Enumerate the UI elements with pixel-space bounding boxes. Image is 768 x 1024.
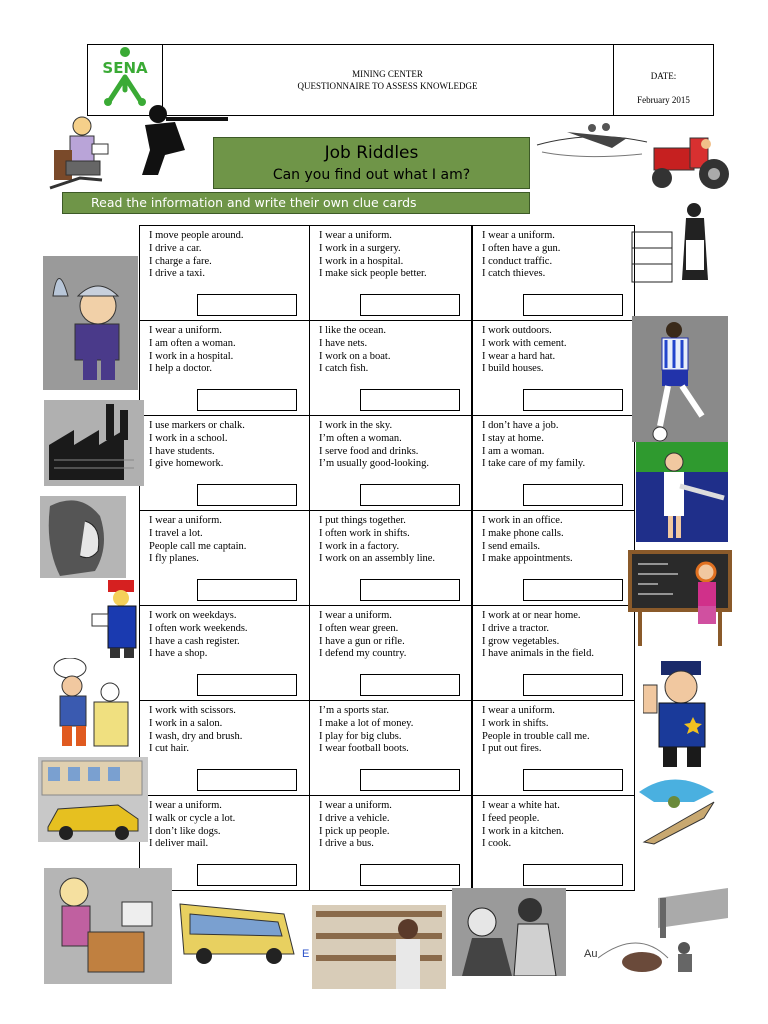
nurse-syringe-illustration: [636, 442, 728, 542]
riddle-clue: I’m a sports star.: [319, 705, 389, 716]
center-name: MINING CENTER: [352, 69, 423, 79]
riddle-clue: I work on an assembly line.: [319, 553, 436, 565]
date-block: [614, 45, 713, 115]
fishermen-boat-sketch: [532, 110, 652, 165]
footer-text-fragment-right: Au: [584, 948, 598, 960]
answer-box[interactable]: [360, 579, 460, 601]
answer-box[interactable]: [360, 389, 460, 411]
riddle-clue: I serve food and drinks.: [319, 445, 419, 457]
riddle-card: [139, 415, 310, 511]
page-subtitle: Can you find out what I am?: [272, 167, 471, 183]
riddle-clue: I like the ocean.: [319, 325, 387, 336]
answer-box[interactable]: [197, 769, 297, 791]
riddle-clue: I often have a gun.: [482, 242, 561, 254]
riddle-card: [309, 700, 472, 796]
riddle-clue: I work in the sky.: [319, 420, 393, 431]
riddle-card: [472, 415, 635, 511]
soldier-silhouette: [130, 100, 230, 180]
soccer-player-photo: [632, 316, 728, 442]
riddle-clue: I wear a hard hat.: [482, 350, 556, 362]
riddle-clue: I am often a woman.: [149, 337, 236, 349]
answer-box[interactable]: [523, 864, 623, 886]
riddle-clue: I cut hair.: [149, 743, 189, 755]
riddle-card: [139, 700, 310, 796]
answer-box[interactable]: [360, 864, 460, 886]
riddle-card: [472, 700, 635, 796]
answer-box[interactable]: [197, 294, 297, 316]
riddle-clue: I make sick people better.: [319, 268, 427, 280]
riddle-clue: I have a shop.: [149, 648, 208, 660]
answer-box[interactable]: [197, 389, 297, 411]
riddle-card: [309, 225, 472, 321]
answer-box[interactable]: [197, 579, 297, 601]
tractor-illustration: [644, 130, 734, 195]
riddle-clue: I work in a salon.: [149, 717, 223, 729]
riddle-clue: I work with scissors.: [149, 705, 236, 716]
riddle-clue: I work outdoors.: [482, 325, 552, 336]
riddle-clue: I make appointments.: [482, 553, 573, 565]
answer-box[interactable]: [197, 674, 297, 696]
shopkeeper-photo: [312, 905, 446, 989]
riddle-card: [309, 795, 472, 891]
bus-illustration: [174, 894, 300, 966]
riddle-clue: I take care of my family.: [482, 458, 586, 470]
police-officer-cartoon: [643, 655, 723, 769]
riddle-clue: I wear a uniform.: [149, 515, 222, 526]
riddle-clue: I send emails.: [482, 540, 541, 552]
riddle-clue: I cook.: [482, 838, 512, 850]
answer-box[interactable]: [523, 769, 623, 791]
answer-box[interactable]: [523, 389, 623, 411]
riddle-clue: I give homework.: [149, 458, 224, 470]
office-secretary-cartoon: [44, 868, 172, 984]
riddle-clue: I drive a taxi.: [149, 268, 205, 280]
answer-box[interactable]: [360, 769, 460, 791]
riddle-clue: I drive a tractor.: [482, 622, 550, 634]
riddle-clue: I’m usually good-looking.: [319, 458, 429, 470]
riddle-clue: I wear a uniform.: [319, 230, 392, 241]
riddle-card: [139, 605, 310, 701]
title-banner: [213, 137, 530, 189]
riddle-clue: I wear a white hat.: [482, 800, 560, 811]
riddle-clue: I make a lot of money.: [319, 717, 414, 729]
riddle-clue: I wash, dry and brush.: [149, 730, 243, 742]
riddle-clue: I help a doctor.: [149, 363, 212, 375]
riddle-clue: I defend my country.: [319, 648, 407, 660]
riddle-card: [472, 795, 635, 891]
answer-box[interactable]: [360, 484, 460, 506]
riddle-clue: I work in a surgery.: [319, 242, 401, 254]
riddle-clue: I move people around.: [149, 230, 244, 241]
housewife-cart-illustration: [628, 200, 723, 292]
riddle-clue: I catch thieves.: [482, 268, 546, 280]
riddle-clue: I work with cement.: [482, 337, 567, 349]
riddle-clue: I wear a uniform.: [319, 800, 392, 811]
riddle-clue: I am a woman.: [482, 445, 545, 457]
riddle-clue: I wear a uniform.: [482, 705, 555, 716]
instruction-banner: Read the information and write their own clue cards: [62, 192, 530, 214]
riddle-clue: I work in an office.: [482, 515, 563, 526]
riddle-clue: I’m often a woman.: [319, 432, 402, 444]
riddle-card: [139, 225, 310, 321]
riddle-clue: I catch fish.: [319, 363, 369, 375]
riddle-clue: I don’t have a job.: [482, 420, 559, 431]
riddle-clue: I work in a hospital.: [319, 255, 404, 267]
riddle-card: [309, 605, 472, 701]
riddle-clue: I wear a uniform.: [149, 800, 222, 811]
riddle-clue: People call me captain.: [149, 540, 247, 552]
riddle-clue: I have animals in the field.: [482, 648, 594, 660]
riddle-clue: I deliver mail.: [149, 838, 209, 850]
riddle-clue: I don’t like dogs.: [149, 825, 221, 837]
taxi-street-illustration: [38, 757, 148, 842]
riddle-clue: I charge a fare.: [149, 255, 212, 267]
chef-cartoon: [50, 658, 134, 750]
riddle-card: [309, 320, 472, 416]
answer-box[interactable]: [197, 864, 297, 886]
riddle-clue: I conduct traffic.: [482, 255, 553, 267]
riddle-clue: I wear football boots.: [319, 743, 409, 755]
riddle-clue: I walk or cycle a lot.: [149, 812, 236, 824]
page-title: Job Riddles: [324, 143, 419, 163]
riddle-clue: I have a cash register.: [149, 635, 240, 647]
riddle-clue: I grow vegetables.: [482, 635, 560, 647]
riddle-clue: I put out fires.: [482, 743, 542, 755]
riddle-card: [472, 225, 635, 321]
student-reading-illustration: [40, 108, 120, 203]
riddle-card: [472, 320, 635, 416]
riddle-clue: I feed people.: [482, 812, 540, 824]
riddle-card: [472, 510, 635, 606]
riddle-clue: I work in a school.: [149, 432, 228, 444]
teacher-chalkboard-illustration: [628, 548, 732, 648]
answer-box[interactable]: [523, 294, 623, 316]
riddle-clue: I wear a uniform.: [149, 325, 222, 336]
answer-box[interactable]: [523, 674, 623, 696]
riddle-clue: I use markers or chalk.: [149, 420, 245, 431]
riddle-clue: I put things together.: [319, 515, 406, 526]
riddle-clue: I make phone calls.: [482, 527, 564, 539]
answer-box[interactable]: [523, 579, 623, 601]
construction-workers-illustration: [598, 888, 730, 978]
factory-woodcut: [44, 400, 144, 486]
logo-text: SENA: [102, 59, 148, 77]
firefighter-cartoon: [43, 256, 138, 390]
riddle-clue: I work at or near home.: [482, 610, 581, 621]
riddle-clue: I work in shifts.: [482, 717, 549, 729]
riddle-clue: I travel a lot.: [149, 527, 203, 539]
riddle-card: [309, 415, 472, 511]
riddle-clue: I work in a kitchen.: [482, 825, 564, 837]
date-label: DATE:: [650, 71, 677, 81]
riddle-clue: I pick up people.: [319, 825, 390, 837]
riddle-card: [472, 605, 635, 701]
riddle-clue: People in trouble call me.: [482, 730, 590, 742]
footer-link-fragment-left[interactable]: E: [302, 948, 310, 960]
woman-face-sketch: [40, 496, 126, 578]
riddle-clue: I have nets.: [319, 337, 368, 349]
answer-box[interactable]: [197, 484, 297, 506]
riddle-clue: I fly planes.: [149, 553, 199, 565]
riddle-clue: I wear a uniform.: [319, 610, 392, 621]
riddle-clue: I work in a hospital.: [149, 350, 234, 362]
riddle-clue: I often work weekends.: [149, 622, 248, 634]
doctor-patient-sketch: [452, 888, 566, 976]
answer-box[interactable]: [360, 294, 460, 316]
riddle-clue: I have a gun or rifle.: [319, 635, 405, 647]
riddle-clue: I often wear green.: [319, 622, 399, 634]
riddle-clue: I often work in shifts.: [319, 527, 410, 539]
riddle-clue: I drive a bus.: [319, 838, 374, 850]
answer-box[interactable]: [360, 674, 460, 696]
answer-box[interactable]: [523, 484, 623, 506]
riddle-clue: I work on weekdays.: [149, 610, 237, 621]
riddle-clue: I work in a factory.: [319, 540, 400, 552]
riddle-clue: I stay at home.: [482, 432, 544, 444]
riddle-clue: I wear a uniform.: [482, 230, 555, 241]
postman-cartoon: [90, 574, 146, 660]
riddle-card: [139, 510, 310, 606]
riddle-clue: I drive a vehicle.: [319, 812, 390, 824]
date-value: February 2015: [637, 95, 690, 105]
pilot-plane-illustration: [634, 772, 724, 854]
riddle-card: [309, 510, 472, 606]
riddle-clue: I work on a boat.: [319, 350, 391, 362]
riddle-clue: I have students.: [149, 445, 215, 457]
riddle-card: [139, 320, 310, 416]
riddle-clue: I drive a car.: [149, 242, 202, 254]
riddle-clue: I play for big clubs.: [319, 730, 402, 742]
questionnaire-title: QUESTIONNAIRE TO ASSESS KNOWLEDGE: [297, 81, 478, 91]
riddle-clue: I build houses.: [482, 363, 544, 375]
